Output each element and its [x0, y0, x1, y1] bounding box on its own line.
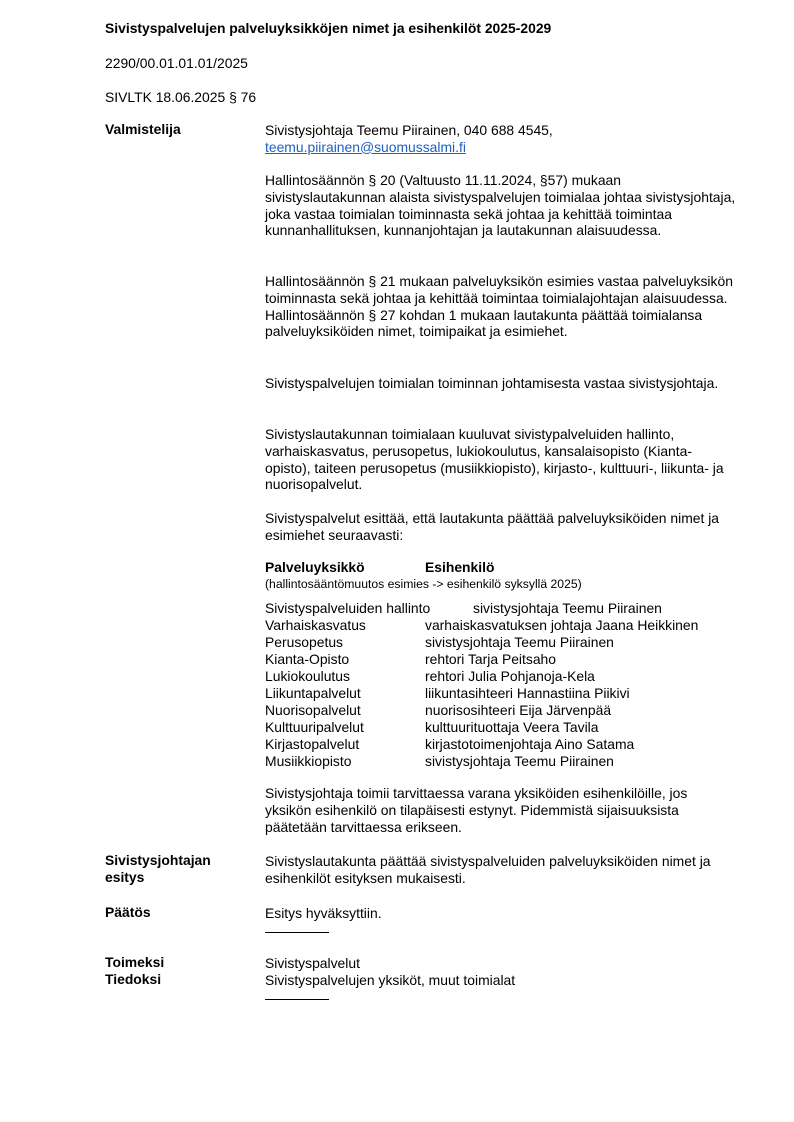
toimeksi-label: Toimeksi	[105, 954, 165, 970]
preparer-name: Sivistysjohtaja Teemu Piirainen, 040 688 4545,	[265, 122, 553, 138]
tiedoksi-text: Sivistyspalvelujen yksiköt, muut toimialat	[265, 972, 516, 988]
tiedoksi-section	[265, 972, 737, 1000]
unit-name: Liikuntapalvelut	[265, 685, 361, 701]
paragraph-2: Hallintosäännön § 21 mukaan palveluyksikön esimies vastaa palveluyksikön toiminnasta sekä johtaa ja kehittää toimintaa toimialajohtajan alaisuudessa. Hallintosäännön § 27 kohdan 1 mukaan lautakunta päättää toimialansa palveluyksiköiden nimet, toimipaikat ja esimiehet.	[265, 273, 733, 340]
paragraph-4: Sivistyslautakunnan toimialaan kuuluvat sivistypalveluiden hallinto, varhaiskasvatus, perusopetus, lukiokoulutus, kansalaisopisto (Kianta-opisto), taiteen perusopetus (musiikkiopisto), kirjasto-, kulttuuri-, liikunta- ja nuorisopalvelut.	[265, 426, 724, 493]
document-number: 2290/00.01.01.01/2025	[105, 55, 248, 71]
unit-head: varhaiskasvatuksen johtaja Jaana Heikkinen	[425, 617, 699, 633]
unit-head: rehtori Tarja Peitsaho	[425, 651, 557, 667]
preparer-email-link[interactable]: teemu.piirainen@suomussalmi.fi	[265, 138, 466, 155]
paatos-label: Päätös	[105, 904, 151, 920]
paragraph-1: Hallintosäännön § 20 (Valtuusto 11.11.2024, §57) mukaan sivistyslautakunnan alaista sivistyspalvelujen toimialaa johtaa sivistysjohtaja, joka vastaa toimialan toiminnasta sekä johtaa ja kehittää toimintaa kunnanhallituksen, kunnanjohtajan ja lautakunnan alaisuudessa.	[265, 172, 736, 239]
unit-head: kulttuurituottaja Veera Tavila	[425, 719, 599, 735]
unit-head: nuorisosihteeri Eija Järvenpää	[425, 702, 612, 718]
toimeksi-text: Sivistyspalvelut	[265, 955, 360, 971]
unit-head: sivistysjohtaja Teemu Piirainen	[425, 634, 614, 650]
paatos-text: Esitys hyväksyttiin.	[265, 905, 382, 921]
unit-name: Kirjastopalvelut	[265, 736, 360, 752]
unit-name: Kulttuuripalvelut	[265, 719, 364, 735]
esitys-text: Sivistyslautakunta päättää sivistyspalveluiden palveluyksiköiden nimet ja esihenkilöt esityksen mukaisesti.	[265, 853, 711, 886]
unit-head: kirjastotoimenjohtaja Aino Satama	[425, 736, 635, 752]
table-header-unit: Palveluyksikkö	[265, 559, 365, 575]
unit-head: sivistysjohtaja Teemu Piirainen	[473, 600, 662, 616]
esitys-label: Sivistysjohtajan esitys	[105, 852, 211, 885]
divider	[265, 999, 329, 1000]
unit-head: rehtori Julia Pohjanoja-Kela	[425, 668, 595, 684]
paatos-section	[265, 905, 737, 933]
unit-name: Perusopetus	[265, 634, 343, 650]
unit-name: Sivistyspalveluiden hallinto	[265, 600, 431, 616]
paragraph-5: Sivistyspalvelut esittää, että lautakunta päättää palveluyksiköiden nimet ja esimiehet seuraavasti:	[265, 510, 720, 543]
table-note: (hallintosääntömuutos esimies -> esihenkilö syksyllä 2025)	[265, 577, 582, 591]
document-title: Sivistyspalvelujen palveluyksikköjen nimet ja esihenkilöt 2025-2029	[105, 20, 552, 36]
divider	[265, 932, 329, 933]
valmistelija-section	[265, 122, 737, 156]
unit-name: Lukiokoulutus	[265, 668, 350, 684]
closing-paragraph: Sivistysjohtaja toimii tarvittaessa varana yksiköiden esihenkilöille, jos yksikön esihenkilö on tilapäisesti estynyt. Pidemmistä sijaisuuksista päätetään tarvittaessa erikseen.	[265, 785, 688, 835]
unit-head: sivistysjohtaja Teemu Piirainen	[425, 753, 614, 769]
valmistelija-label: Valmistelija	[105, 121, 181, 137]
unit-head: liikuntasihteeri Hannastiina Piikivi	[425, 685, 630, 701]
tiedoksi-label: Tiedoksi	[105, 971, 162, 987]
paragraph-3: Sivistyspalvelujen toimialan toiminnan johtamisesta vastaa sivistysjohtaja.	[265, 375, 719, 391]
meeting-reference: SIVLTK 18.06.2025 § 76	[105, 89, 257, 105]
unit-name: Kianta-Opisto	[265, 651, 350, 667]
table-header-head: Esihenkilö	[425, 559, 495, 575]
unit-name: Nuorisopalvelut	[265, 702, 361, 718]
unit-name: Musiikkiopisto	[265, 753, 352, 769]
unit-name: Varhaiskasvatus	[265, 617, 366, 633]
